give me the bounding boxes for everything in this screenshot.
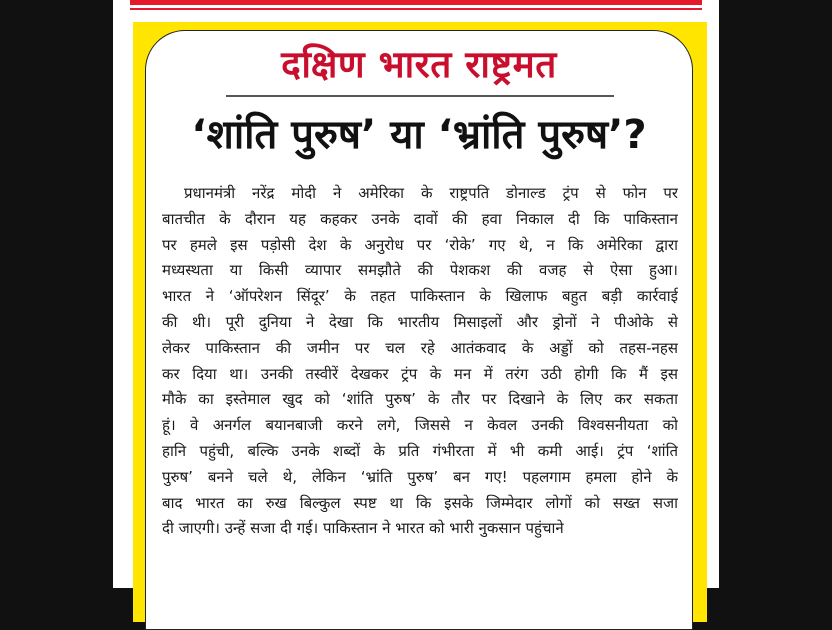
top-red-thin-rule xyxy=(130,8,702,10)
body-line: प्रधानमंत्री नरेंद्र मोदी ने अमेरिका के राष्ट्रपति डोनाल्ड ट्रंप से फोन पर xyxy=(184,184,678,202)
body-line: बाद भारत का रुख बिल्कुल स्पष्ट था कि इसके जिम्मेदार लोगों को सख्त सजा xyxy=(162,493,678,512)
body-line: दी जाएगी। उन्हें सजा दी गई। पाकिस्तान ने भारत को भारी नुकसान पहुंचाने xyxy=(162,519,564,538)
body-line: भारत ने ‘ऑपरेशन सिंदूर’ के तहत पाकिस्तान के खिलाफ बहुत बड़ी कार्रवाई xyxy=(162,287,678,306)
body-line: पर हमले इस पड़ोसी देश के अनुरोध पर ‘रोके’ गए थे, न कि अमेरिका द्वारा xyxy=(162,235,678,254)
masthead-divider xyxy=(226,95,614,97)
body-line: हानि पहुंची, बल्कि उनके शब्दों के प्रति गंभीरता में भी कमी आई। ट्रंप ‘शांति xyxy=(162,441,678,460)
editorial-body xyxy=(162,181,678,542)
body-line: मौके का इस्तेमाल खुद को ‘शांति पुरुष’ के तौर पर दिखाने के लिए कर सकता xyxy=(162,390,678,409)
body-line: की थी। पूरी दुनिया ने देखा कि भारतीय मिसाइलों और ड्रोनों ने पीओके से xyxy=(162,312,678,331)
body-line: बातचीत के दौरान यह कहकर उनके दावों की हवा निकाल दी कि पाकिस्तान xyxy=(162,209,678,228)
editorial-headline: ‘शांति पुरुष’ या ‘भ्रांति पुरुष’? xyxy=(191,112,647,158)
body-line: पुरुष’ बनने चले थे, लेकिन ‘भ्रांति पुरुष’ बन गए! पहलगाम हमला होने के xyxy=(162,467,678,486)
body-line: लेकर पाकिस्तान की जमीन पर चल रहे आतंकवाद के अड्डों को तहस-नहस xyxy=(162,338,678,357)
body-line: कर दिया था। उनकी तस्वीरें देखकर ट्रंप के मन में तरंग उठी होगी कि मैं इस xyxy=(162,364,678,383)
top-red-rule xyxy=(130,0,702,5)
editorial-card xyxy=(145,30,693,630)
body-line: हूं। वे अनर्गल बयानबाजी करने लगे, जिससे न केवल उनकी विश्वसनीयता को xyxy=(162,416,678,435)
body-line: मध्यस्थता या किसी व्यापार समझौते की पेशकश की वजह से ऐसा हुआ। xyxy=(162,261,678,280)
masthead-title: दक्षिण भारत राष्ट्रमत xyxy=(281,43,557,86)
